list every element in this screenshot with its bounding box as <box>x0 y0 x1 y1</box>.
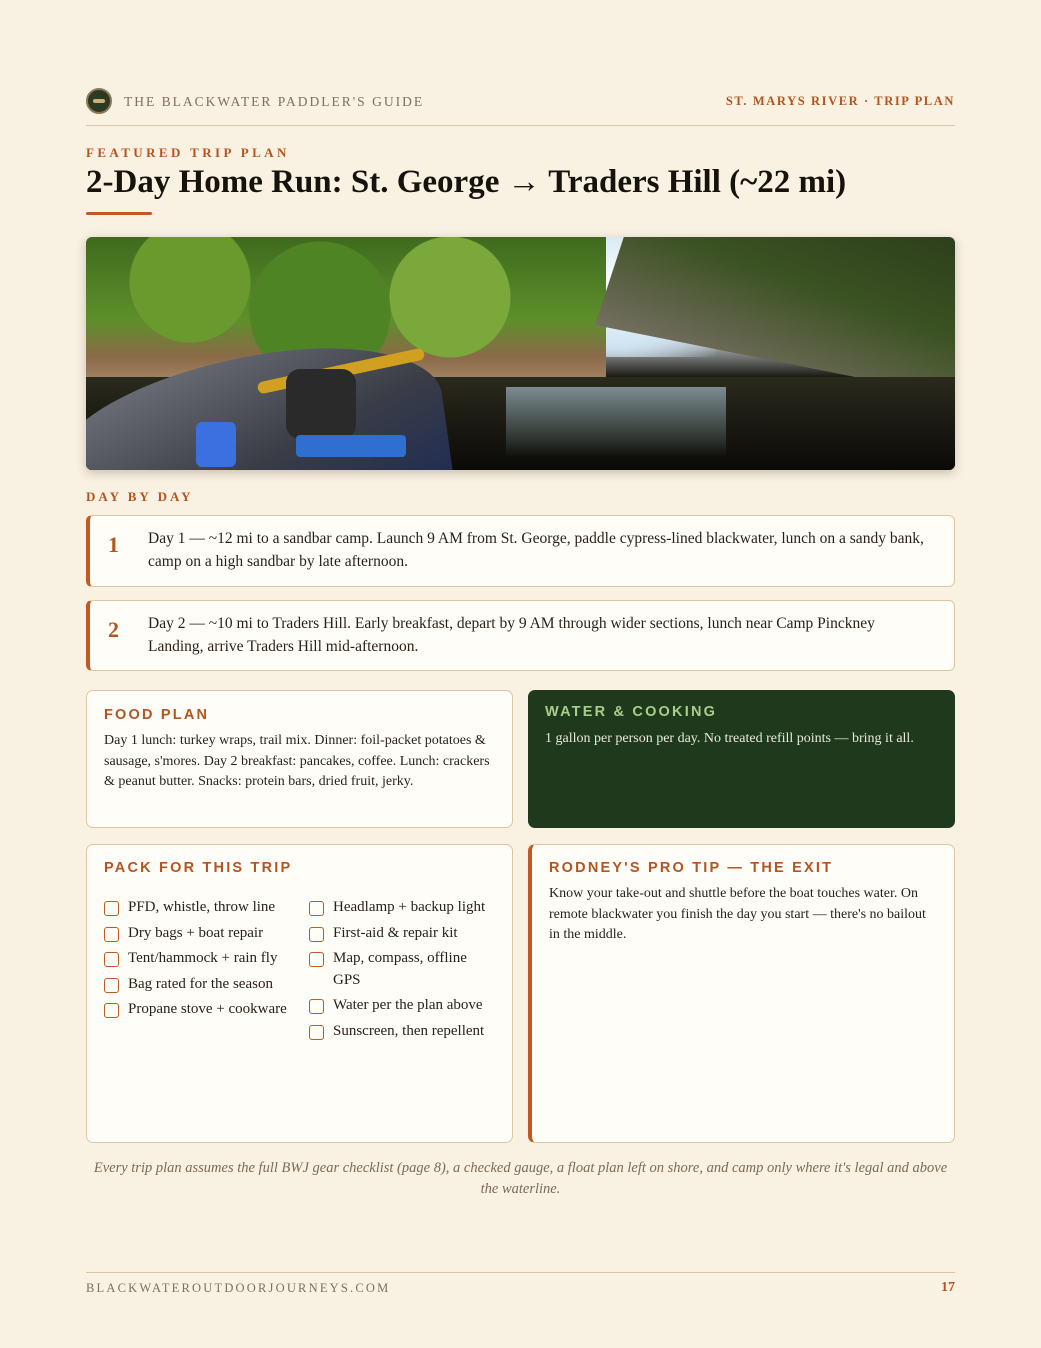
checkbox-icon[interactable] <box>104 952 119 967</box>
pro-tip-heading: RODNEY'S PRO TIP — THE EXIT <box>549 860 834 876</box>
checkbox-icon[interactable] <box>309 901 324 916</box>
pack-list-box <box>86 844 513 1143</box>
title-underline <box>86 212 152 215</box>
pro-tip-text: Know your take-out and shuttle before the boat touches water. On remote blackwater you finish the day you start — there's no bailout in the middle. <box>549 886 926 942</box>
day-description: Day 1 — ~12 mi to a sandbar camp. Launch 9 AM from St. George, paddle cypress-lined blackwater, lunch on a sandy bank, camp on a high sandbar by late afternoon. <box>148 530 924 570</box>
water-cooking-text: 1 gallon per person per day. No treated refill points — bring it all. <box>545 731 914 746</box>
food-plan-text: Day 1 lunch: turkey wraps, trail mix. Dinner: foil-packet potatoes & sausage, s'mores. Day 2 breakfast: pancakes, coffee. Lunch: crackers & peanut butter. Snacks: protein bars, dried fruit, jerky. <box>104 733 490 789</box>
footer-divider <box>86 1272 955 1273</box>
checkbox-icon[interactable] <box>104 1003 119 1018</box>
checklist-item[interactable]: Map, compass, offline GPS <box>309 948 497 991</box>
page-title: 2-Day Home Run: St. George → Traders Hill (~22 mi) <box>86 164 847 200</box>
checkbox-icon[interactable] <box>104 978 119 993</box>
section-breadcrumb: ST. MARYS RIVER · TRIP PLAN <box>725 94 955 108</box>
checklist-item[interactable]: Headlamp + backup light <box>309 897 497 919</box>
footer-website: BLACKWATEROUTDOORJOURNEYS.COM <box>86 1281 391 1295</box>
checklist-item[interactable]: Sunscreen, then repellent <box>309 1021 497 1043</box>
day-card <box>86 600 955 671</box>
day-by-day-label: DAY BY DAY <box>86 489 194 504</box>
checklist-item[interactable]: Water per the plan above <box>309 995 497 1017</box>
page-header <box>86 88 955 114</box>
brand-name: THE BLACKWATER PADDLER'S GUIDE <box>124 94 425 109</box>
day-number: 1 <box>108 532 119 557</box>
checkbox-icon[interactable] <box>104 901 119 916</box>
water-cooking-box <box>528 690 955 828</box>
header-divider <box>86 125 955 126</box>
eyebrow-label: FEATURED TRIP PLAN <box>86 145 290 160</box>
page-number: 17 <box>941 1280 955 1295</box>
day-number: 2 <box>108 617 119 642</box>
checklist-item[interactable]: Tent/hammock + rain fly <box>104 948 296 970</box>
checkbox-icon[interactable] <box>309 927 324 942</box>
checklist-item[interactable]: Propane stove + cookware <box>104 999 296 1021</box>
pack-list-column-1 <box>104 897 296 1025</box>
checklist-item[interactable]: PFD, whistle, throw line <box>104 897 296 919</box>
food-plan-heading: FOOD PLAN <box>104 707 210 723</box>
food-plan-box <box>86 690 513 828</box>
day-card <box>86 515 955 587</box>
footnote: Every trip plan assumes the full BWJ gear checklist (page 8), a checked gauge, a float plan left on shore, and camp only where it's legal and above the waterline. <box>93 1160 948 1197</box>
checkbox-icon[interactable] <box>104 927 119 942</box>
page <box>86 0 955 1348</box>
pack-list-heading: PACK FOR THIS TRIP <box>104 860 293 876</box>
pro-tip-box <box>528 844 955 1143</box>
checkbox-icon[interactable] <box>309 1025 324 1040</box>
checkbox-icon[interactable] <box>309 952 324 967</box>
day-description: Day 2 — ~10 mi to Traders Hill. Early breakfast, depart by 9 AM through wider sections, lunch near Camp Pinckney Landing, arrive Traders Hill mid-afternoon. <box>148 615 875 655</box>
hero-photo-river-paddling <box>86 237 955 470</box>
water-cooking-heading: WATER & COOKING <box>545 704 718 720</box>
pack-list-column-2 <box>309 897 497 1046</box>
checklist-item[interactable]: Bag rated for the season <box>104 974 296 996</box>
checklist-item[interactable]: Dry bags + boat repair <box>104 923 296 945</box>
checkbox-icon[interactable] <box>309 999 324 1014</box>
brand-logo-icon <box>86 88 112 114</box>
checklist-item[interactable]: First-aid & repair kit <box>309 923 497 945</box>
